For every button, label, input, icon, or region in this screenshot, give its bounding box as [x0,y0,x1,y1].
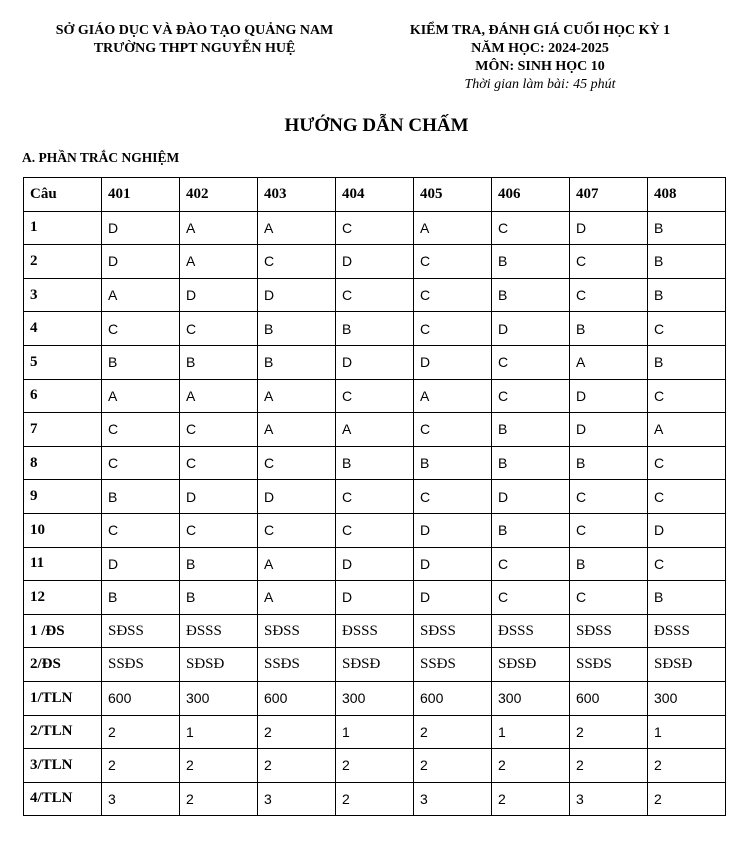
answer-cell: 600 [414,681,492,715]
header-question: Câu [24,178,102,212]
table-header-row [24,178,726,212]
table-row [24,379,726,413]
answer-cell: 2 [102,715,180,749]
answer-cell: B [570,312,648,346]
answer-cell: 2 [258,749,336,783]
answer-cell: B [648,278,726,312]
answer-cell: C [180,312,258,346]
answer-cell: D [492,312,570,346]
answer-cell: 2 [648,782,726,816]
question-label: 3/TLN [24,749,102,783]
table-row [24,211,726,245]
answer-cell: C [258,513,336,547]
answer-cell: C [492,547,570,581]
answer-cell: C [492,581,570,615]
header-exam-code: 406 [492,178,570,212]
answer-cell: 1 [336,715,414,749]
header-exam-code: 403 [258,178,336,212]
answer-cell: ĐSSS [648,614,726,648]
answer-cell: 2 [414,749,492,783]
table-body [24,211,726,816]
answer-cell: C [180,513,258,547]
answer-cell: B [492,245,570,279]
question-label: 5 [24,345,102,379]
answer-cell: A [258,547,336,581]
table-row [24,648,726,682]
question-label: 6 [24,379,102,413]
table-row [24,278,726,312]
answer-cell: B [180,547,258,581]
answer-cell: C [102,513,180,547]
answer-cell: C [570,278,648,312]
answer-cell: SĐSS [258,614,336,648]
answer-cell: 3 [258,782,336,816]
answer-cell: D [570,379,648,413]
answer-cell: 2 [492,749,570,783]
answer-cell: A [180,211,258,245]
answer-cell: D [102,211,180,245]
header-exam-code: 407 [570,178,648,212]
answer-cell: B [180,581,258,615]
answer-cell: D [336,345,414,379]
answer-cell: C [180,446,258,480]
header-exam-code: 405 [414,178,492,212]
answer-cell: C [414,413,492,447]
answer-cell: C [492,211,570,245]
answer-cell: C [102,312,180,346]
answer-cell: 1 [180,715,258,749]
answer-cell: SSĐS [570,648,648,682]
table-row [24,749,726,783]
answer-cell: D [414,513,492,547]
answer-cell: C [648,312,726,346]
answer-cell: D [336,581,414,615]
table-row [24,413,726,447]
answer-cell: B [258,345,336,379]
answer-cell: A [414,379,492,413]
section-title: A. PHẦN TRẮC NGHIỆM [22,150,180,165]
answer-cell: 2 [180,782,258,816]
question-label: 4/TLN [24,782,102,816]
table-row [24,782,726,816]
answer-cell: B [492,513,570,547]
answer-cell: 300 [336,681,414,715]
answer-cell: D [648,513,726,547]
answer-cell: C [648,379,726,413]
table-row [24,312,726,346]
answer-cell: D [102,547,180,581]
answer-cell: B [336,446,414,480]
answer-cell: 300 [648,681,726,715]
answer-key-table [23,177,726,816]
question-label: 1 /ĐS [24,614,102,648]
answer-cell: SSĐS [102,648,180,682]
answer-cell: 1 [492,715,570,749]
answer-cell: ĐSSS [180,614,258,648]
answer-cell: B [570,547,648,581]
subject: MÔN: SINH HỌC 10 [475,59,605,74]
answer-cell: B [492,446,570,480]
answer-cell: C [414,245,492,279]
question-label: 11 [24,547,102,581]
question-label: 3 [24,278,102,312]
table-row [24,715,726,749]
school-name: TRƯỜNG THPT NGUYỄN HUỆ [93,41,296,56]
answer-cell: SĐSS [414,614,492,648]
header-exam-code: 401 [102,178,180,212]
question-label: 10 [24,513,102,547]
answer-cell: A [180,379,258,413]
answer-cell: ĐSSS [492,614,570,648]
answer-cell: SĐSĐ [492,648,570,682]
answer-cell: 2 [570,715,648,749]
table-row [24,345,726,379]
answer-cell: 600 [258,681,336,715]
page-title: HƯỚNG DẪN CHẤM [284,115,469,136]
answer-cell: C [492,345,570,379]
answer-cell: A [180,245,258,279]
question-label: 12 [24,581,102,615]
table-row [24,446,726,480]
answer-cell: C [648,446,726,480]
answer-cell: SSĐS [414,648,492,682]
answer-cell: C [414,312,492,346]
answer-cell: B [102,345,180,379]
answer-cell: C [336,278,414,312]
answer-cell: C [570,245,648,279]
answer-cell: C [414,278,492,312]
answer-cell: 2 [102,749,180,783]
answer-cell: A [414,211,492,245]
answer-cell: B [492,413,570,447]
answer-cell: 2 [648,749,726,783]
answer-cell: C [570,581,648,615]
answer-cell: D [414,581,492,615]
answer-cell: D [570,211,648,245]
answer-cell: 2 [414,715,492,749]
exam-name: KIỂM TRA, ĐÁNH GIÁ CUỐI HỌC KỲ 1 [409,23,671,38]
answer-cell: B [648,345,726,379]
answer-cell: 2 [180,749,258,783]
answer-cell: 2 [570,749,648,783]
answer-cell: B [414,446,492,480]
answer-cell: B [648,581,726,615]
question-label: 8 [24,446,102,480]
answer-cell: B [102,581,180,615]
answer-cell: C [258,245,336,279]
answer-cell: 3 [102,782,180,816]
answer-cell: 2 [492,782,570,816]
answer-cell: C [648,480,726,514]
answer-cell: A [258,413,336,447]
answer-cell: A [258,379,336,413]
question-label: 2/ĐS [24,648,102,682]
answer-cell: C [336,480,414,514]
answer-cell: D [180,278,258,312]
answer-cell: C [180,413,258,447]
table-row [24,581,726,615]
answer-cell: B [180,345,258,379]
answer-cell: C [336,379,414,413]
answer-cell: D [180,480,258,514]
answer-cell: SSĐS [258,648,336,682]
answer-cell: A [102,278,180,312]
answer-cell: 600 [570,681,648,715]
answer-cell: D [258,480,336,514]
header-exam-code: 402 [180,178,258,212]
answer-cell: 2 [336,782,414,816]
table-row [24,245,726,279]
answer-cell: 2 [336,749,414,783]
answer-cell: 3 [414,782,492,816]
answer-cell: C [336,211,414,245]
table-row [24,547,726,581]
question-label: 1 [24,211,102,245]
answer-cell: 1 [648,715,726,749]
table-row [24,513,726,547]
answer-cell: 600 [102,681,180,715]
answer-cell: A [258,581,336,615]
answer-cell: C [570,480,648,514]
answer-cell: A [648,413,726,447]
answer-cell: B [570,446,648,480]
answer-cell: C [648,547,726,581]
answer-cell: C [102,446,180,480]
answer-cell: B [648,211,726,245]
table-row [24,614,726,648]
answer-cell: A [258,211,336,245]
answer-cell: C [570,513,648,547]
answer-cell: ĐSSS [336,614,414,648]
table-row [24,480,726,514]
answer-cell: B [492,278,570,312]
header-left [22,22,367,58]
question-label: 1/TLN [24,681,102,715]
answer-cell: A [102,379,180,413]
question-label: 2/TLN [24,715,102,749]
answer-cell: C [414,480,492,514]
answer-cell: B [258,312,336,346]
answer-cell: A [336,413,414,447]
answer-cell: SĐSS [102,614,180,648]
question-label: 9 [24,480,102,514]
question-label: 7 [24,413,102,447]
exam-time: Thời gian làm bài: 45 phút [464,77,616,92]
answer-cell: D [570,413,648,447]
department-name: SỞ GIÁO DỤC VÀ ĐÀO TẠO QUẢNG NAM [55,23,334,38]
answer-cell: C [336,513,414,547]
answer-cell: C [102,413,180,447]
answer-cell: 3 [570,782,648,816]
answer-cell: C [492,379,570,413]
answer-cell: D [336,245,414,279]
answer-cell: A [570,345,648,379]
school-year: NĂM HỌC: 2024-2025 [471,41,609,56]
answer-cell: 300 [180,681,258,715]
answer-cell: D [258,278,336,312]
answer-cell: B [336,312,414,346]
answer-cell: D [414,547,492,581]
answer-cell: D [492,480,570,514]
answer-cell: B [648,245,726,279]
answer-cell: 2 [258,715,336,749]
question-label: 4 [24,312,102,346]
answer-cell: SĐSS [570,614,648,648]
answer-cell: D [414,345,492,379]
header-right [390,22,690,94]
answer-cell: B [102,480,180,514]
answer-cell: 300 [492,681,570,715]
question-label: 2 [24,245,102,279]
answer-cell: SĐSĐ [180,648,258,682]
answer-cell: SĐSĐ [336,648,414,682]
answer-cell: C [258,446,336,480]
header-exam-code: 408 [648,178,726,212]
table-row [24,681,726,715]
answer-cell: D [336,547,414,581]
answer-cell: D [102,245,180,279]
header-exam-code: 404 [336,178,414,212]
answer-cell: SĐSĐ [648,648,726,682]
